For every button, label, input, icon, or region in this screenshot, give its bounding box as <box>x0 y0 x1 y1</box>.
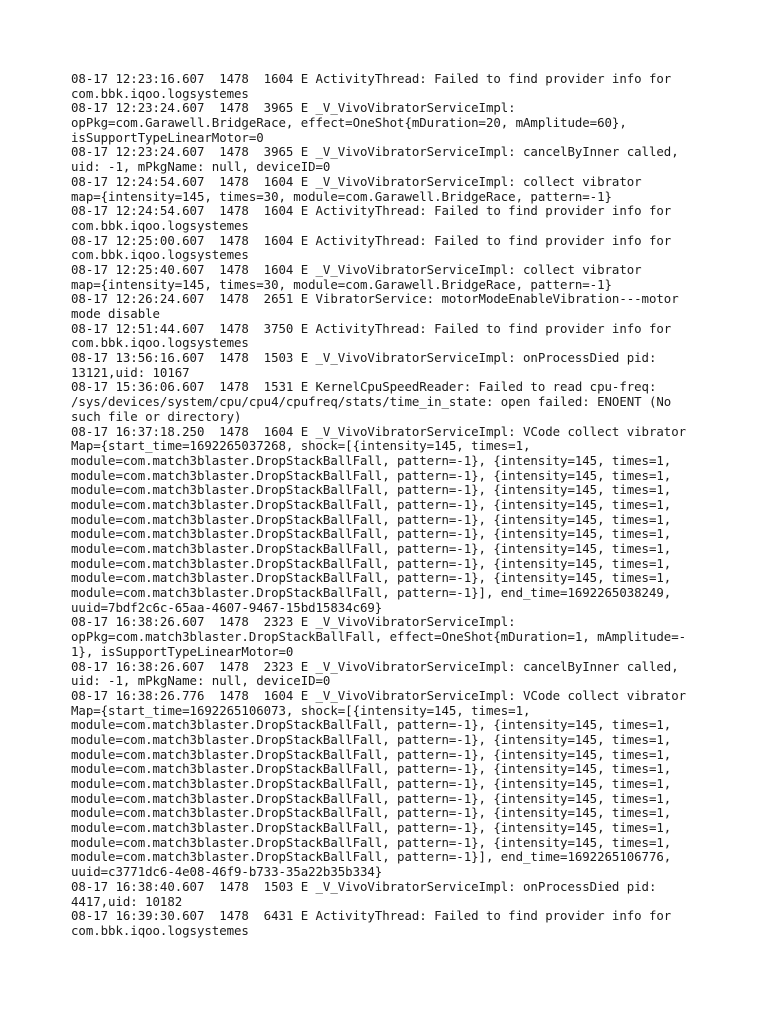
log-line: com.bbk.iqoo.logsystemes <box>71 335 249 351</box>
log-line: module=com.match3blaster.DropStackBallFall, pattern=-1}, {intensity=145, times=1, <box>71 555 672 571</box>
log-line: 08-17 16:39:30.607 1478 6431 E ActivityThread: Failed to find provider info for <box>71 908 672 924</box>
log-line: map={intensity=145, times=30, module=com.Garawell.BridgeRace, pattern=-1} <box>71 276 612 292</box>
log-line: module=com.match3blaster.DropStackBallFall, pattern=-1}, {intensity=145, times=1, <box>71 805 672 821</box>
log-line: module=com.match3blaster.DropStackBallFall, pattern=-1}, {intensity=145, times=1, <box>71 526 672 542</box>
log-line: 1}, isSupportTypeLinearMotor=0 <box>71 643 294 659</box>
log-line: 08-17 12:25:40.607 1478 1604 E _V_VivoVibratorServiceImpl: collect vibrator <box>71 261 642 277</box>
log-line: 08-17 16:37:18.250 1478 1604 E _V_VivoVibratorServiceImpl: VCode collect vibrator <box>71 423 687 439</box>
log-line: module=com.match3blaster.DropStackBallFall, pattern=-1}, {intensity=145, times=1, <box>71 776 672 791</box>
log-line: mode disable <box>71 306 160 321</box>
log-line: 08-17 15:36:06.607 1478 1531 E KernelCpuSpeedReader: Failed to read cpu-freq: <box>71 379 657 395</box>
log-line: module=com.match3blaster.DropStackBallFall, pattern=-1}], end_time=1692265038249, <box>71 585 672 601</box>
log-line: uuid=c3771dc6-4e08-46f9-b733-35a22b35b334} <box>71 864 383 880</box>
log-line: 08-17 12:26:24.607 1478 2651 E VibratorService: motorModeEnableVibration---motor <box>71 291 679 307</box>
log-line: uid: -1, mPkgName: null, deviceID=0 <box>71 673 331 689</box>
log-line: 08-17 12:25:00.607 1478 1604 E ActivityThread: Failed to find provider info for <box>71 232 672 248</box>
log-line: 08-17 16:38:40.607 1478 1503 E _V_VivoVibratorServiceImpl: onProcessDied pid: <box>71 878 657 894</box>
log-line: module=com.match3blaster.DropStackBallFall, pattern=-1}, {intensity=145, times=1, <box>71 761 672 777</box>
log-line: 08-17 12:24:54.607 1478 1604 E ActivityThread: Failed to find provider info for <box>71 203 672 219</box>
log-line: isSupportTypeLinearMotor=0 <box>71 129 264 145</box>
log-line: 08-17 13:56:16.607 1478 1503 E _V_VivoVibratorServiceImpl: onProcessDied pid: <box>71 350 657 366</box>
log-line: Map={start_time=1692265106073, shock=[{intensity=145, times=1, <box>71 702 531 718</box>
log-line: module=com.match3blaster.DropStackBallFall, pattern=-1}, {intensity=145, times=1, <box>71 452 672 468</box>
log-line: com.bbk.iqoo.logsystemes <box>71 247 249 263</box>
log-line: uuid=7bdf2c6c-65aa-4607-9467-15bd15834c69} <box>71 599 383 615</box>
log-line: 08-17 12:24:54.607 1478 1604 E _V_VivoVibratorServiceImpl: collect vibrator <box>71 173 642 189</box>
log-line: com.bbk.iqoo.logsystemes <box>71 85 249 101</box>
log-line: module=com.match3blaster.DropStackBallFall, pattern=-1}, {intensity=145, times=1, <box>71 790 672 806</box>
log-line: 08-17 16:38:26.776 1478 1604 E _V_VivoVibratorServiceImpl: VCode collect vibrator <box>71 687 687 703</box>
log-line: module=com.match3blaster.DropStackBallFall, pattern=-1}, {intensity=145, times=1, <box>71 482 672 498</box>
log-line: map={intensity=145, times=30, module=com.Garawell.BridgeRace, pattern=-1} <box>71 188 612 204</box>
log-line: /sys/devices/system/cpu/cpu4/cpufreq/stats/time_in_state: open failed: ENOENT (No <box>71 394 672 410</box>
log-line: 08-17 16:38:26.607 1478 2323 E _V_VivoVibratorServiceImpl: <box>71 614 516 630</box>
log-text-block <box>71 72 711 939</box>
log-line: module=com.match3blaster.DropStackBallFall, pattern=-1}, {intensity=145, times=1, <box>71 467 672 483</box>
log-line: module=com.match3blaster.DropStackBallFall, pattern=-1}, {intensity=145, times=1, <box>71 834 672 850</box>
log-line: 13121,uid: 10167 <box>71 364 190 380</box>
log-line: 08-17 16:38:26.607 1478 2323 E _V_VivoVibratorServiceImpl: cancelByInner called, <box>71 658 679 674</box>
log-line: such file or directory) <box>71 408 242 424</box>
log-line: uid: -1, mPkgName: null, deviceID=0 <box>71 159 331 175</box>
log-line: opPkg=com.match3blaster.DropStackBallFall, effect=OneShot{mDuration=1, mAmplitude=- <box>71 629 687 645</box>
log-line: 08-17 12:51:44.607 1478 3750 E ActivityThread: Failed to find provider info for <box>71 320 672 336</box>
log-line: module=com.match3blaster.DropStackBallFall, pattern=-1}, {intensity=145, times=1, <box>71 570 672 586</box>
log-line: com.bbk.iqoo.logsystemes <box>71 922 249 938</box>
log-line: Map={start_time=1692265037268, shock=[{intensity=145, times=1, <box>71 438 531 454</box>
log-line: module=com.match3blaster.DropStackBallFall, pattern=-1}, {intensity=145, times=1, <box>71 820 672 836</box>
log-line: 4417,uid: 10182 <box>71 893 183 909</box>
log-line: 08-17 12:23:24.607 1478 3965 E _V_VivoVibratorServiceImpl: cancelByInner called, <box>71 144 679 160</box>
log-line: module=com.match3blaster.DropStackBallFall, pattern=-1}, {intensity=145, times=1, <box>71 717 672 733</box>
log-line: module=com.match3blaster.DropStackBallFall, pattern=-1}, {intensity=145, times=1, <box>71 511 672 527</box>
log-line: module=com.match3blaster.DropStackBallFall, pattern=-1}, {intensity=145, times=1, <box>71 541 672 556</box>
log-line: 08-17 12:23:24.607 1478 3965 E _V_VivoVibratorServiceImpl: <box>71 100 516 116</box>
log-line: opPkg=com.Garawell.BridgeRace, effect=OneShot{mDuration=20, mAmplitude=60}, <box>71 115 627 131</box>
log-line: com.bbk.iqoo.logsystemes <box>71 217 249 233</box>
log-line: module=com.match3blaster.DropStackBallFall, pattern=-1}, {intensity=145, times=1, <box>71 496 672 512</box>
log-line: 08-17 12:23:16.607 1478 1604 E ActivityThread: Failed to find provider info for <box>71 71 672 86</box>
log-line: module=com.match3blaster.DropStackBallFall, pattern=-1}], end_time=1692265106776, <box>71 849 672 865</box>
log-line: module=com.match3blaster.DropStackBallFall, pattern=-1}, {intensity=145, times=1, <box>71 746 672 762</box>
log-line: module=com.match3blaster.DropStackBallFall, pattern=-1}, {intensity=145, times=1, <box>71 731 672 747</box>
